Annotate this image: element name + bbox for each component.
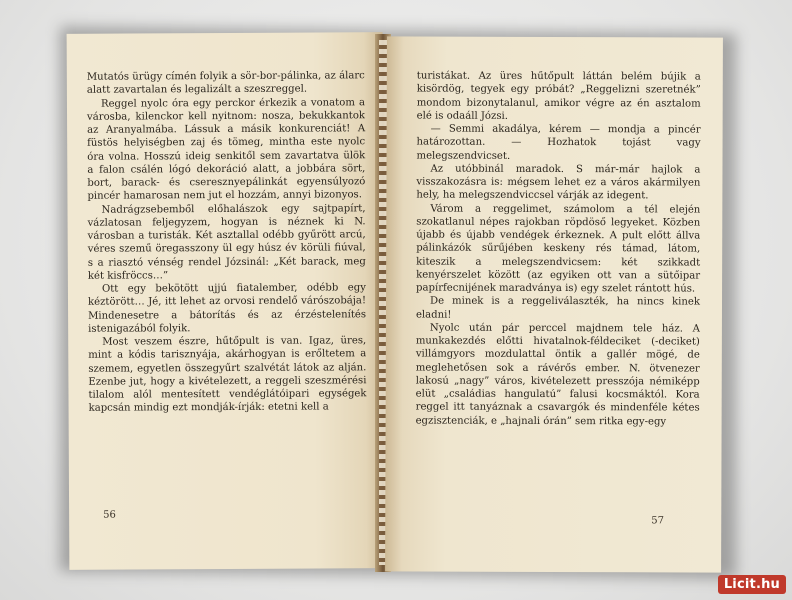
left-paragraph: Most veszem észre, hűtőpult is van. Igaz, üres, mint a kódis tarisznyája, akárhogyan is erőltetem a szemem, egyetlen összegyűrt szalvétát látok az alján. Ezenbe jut, hogy a kivételezett, a reggeli szeszmérési tilalom alól mentesített vendéglátóipari egységek kapcsán mindig ezt mondják-írják: etetni kell a [88,335,367,414]
left-page-number: 56 [103,509,116,521]
right-paragraph: Nyolc után pár perccel majdnem tele ház. A munkakezdés előtti hivatalnok-féldeciket (-deciket) villámgyors mozdulattal öntik a gallér mögé, de meglehetősen sok a rávérős ember. N. ötvenezer lakosú „nagy” város, kivételezett presszója némiképp elüt „családias hangulatú” falusi kocsmáktól. Kora reggel itt tanyáznak a csavargók és mindenféle kétes egzisztenciák, e „hajnali órán” sem ritka egy-egy [415,322,700,427]
right-paragraph: turistákat. Az üres hűtőpult láttán belém bújik a kisördög, tegyek egy próbát? „Reggelizni szeretnék” mondom bizonytalanul, amikor végre az én asztalom elé is odaáll Józsi. [416,70,701,122]
right-paragraph: Az utóbbinál maradok. S már-már hajlok a visszakozásra is: mégsem lehet ez a város akármilyen hely, ha melegszendviccsel várják az idegent. [416,163,701,202]
right-page-number: 57 [651,515,664,527]
left-page-text [87,69,367,415]
left-page [67,32,386,570]
right-paragraph: — Semmi akadálya, kérem — mondja a pincér határozottan. — Hozhatok tojást vagy melegszendvicset. [416,123,701,162]
right-paragraph: Várom a reggelimet, számolom a tél elején szokatlanul népes rajokban röpdöső legyeket. Közben újabb és újabb vendégek érkeznek. A pult előtt állva pálinkázók sűrűjében keskeny rés támad, látom, kiteszik a melegszendvicsem: két szikkadt kenyérszelet között (az egyiken ott van a sütőipar papírfecnijének maradványa is) egy szelet rántott hús. [416,203,701,295]
right-paragraph: De minek is a reggeliválaszték, ha nincs kinek eladni! [415,295,701,321]
left-paragraph: Mutatós ürügy címén folyik a sör-bor-pálinka, az álarc alatt zavartalan és legalizált a szeszreggel. [86,70,365,96]
left-paragraph: Reggel nyolc óra egy perckor érkezik a vonatom a városba, kilenckor kell nyitnom: nosza, bekukkantok az Aranyalmába. Lássuk a másik konkurenciát! A füstös helyiségben zaj és tömeg, mintha este nyolc óra volna. Hosszú ideig senkitől sem zavartatva ülök a falon csálén lógó dekoráció alatt, a jobbára sört, bort, barack- és cseresznyepálinkát egyensúlyozó pincér hamarosan nem jut el hozzám, annyi bizonyos. [87,96,366,202]
right-page-text [416,70,701,429]
left-paragraph: Ott egy bekötött ujjú fiatalember, odébb egy kéztörött… Jé, itt lehet az orvosi rendelő várószobája! Mindenesetre a bátorítás és az érzéstelenítés istenigazából folyik. [87,282,367,335]
left-paragraph: Nadrágzsebemből előhalászok egy sajtpapírt, vázlatosan feljegyzem, hogyan is néznek ki N. városban a turisták. Két asztallal odébb gyűrött arcú, véres szemű öregasszony ül egy húsz év körüli fiúval, s a riasztó vénség rendel Józsinál: „Két barack, meg két kisfröccs…” [87,202,366,282]
licit-watermark: Licit.hu [718,575,786,594]
right-page [385,36,723,572]
